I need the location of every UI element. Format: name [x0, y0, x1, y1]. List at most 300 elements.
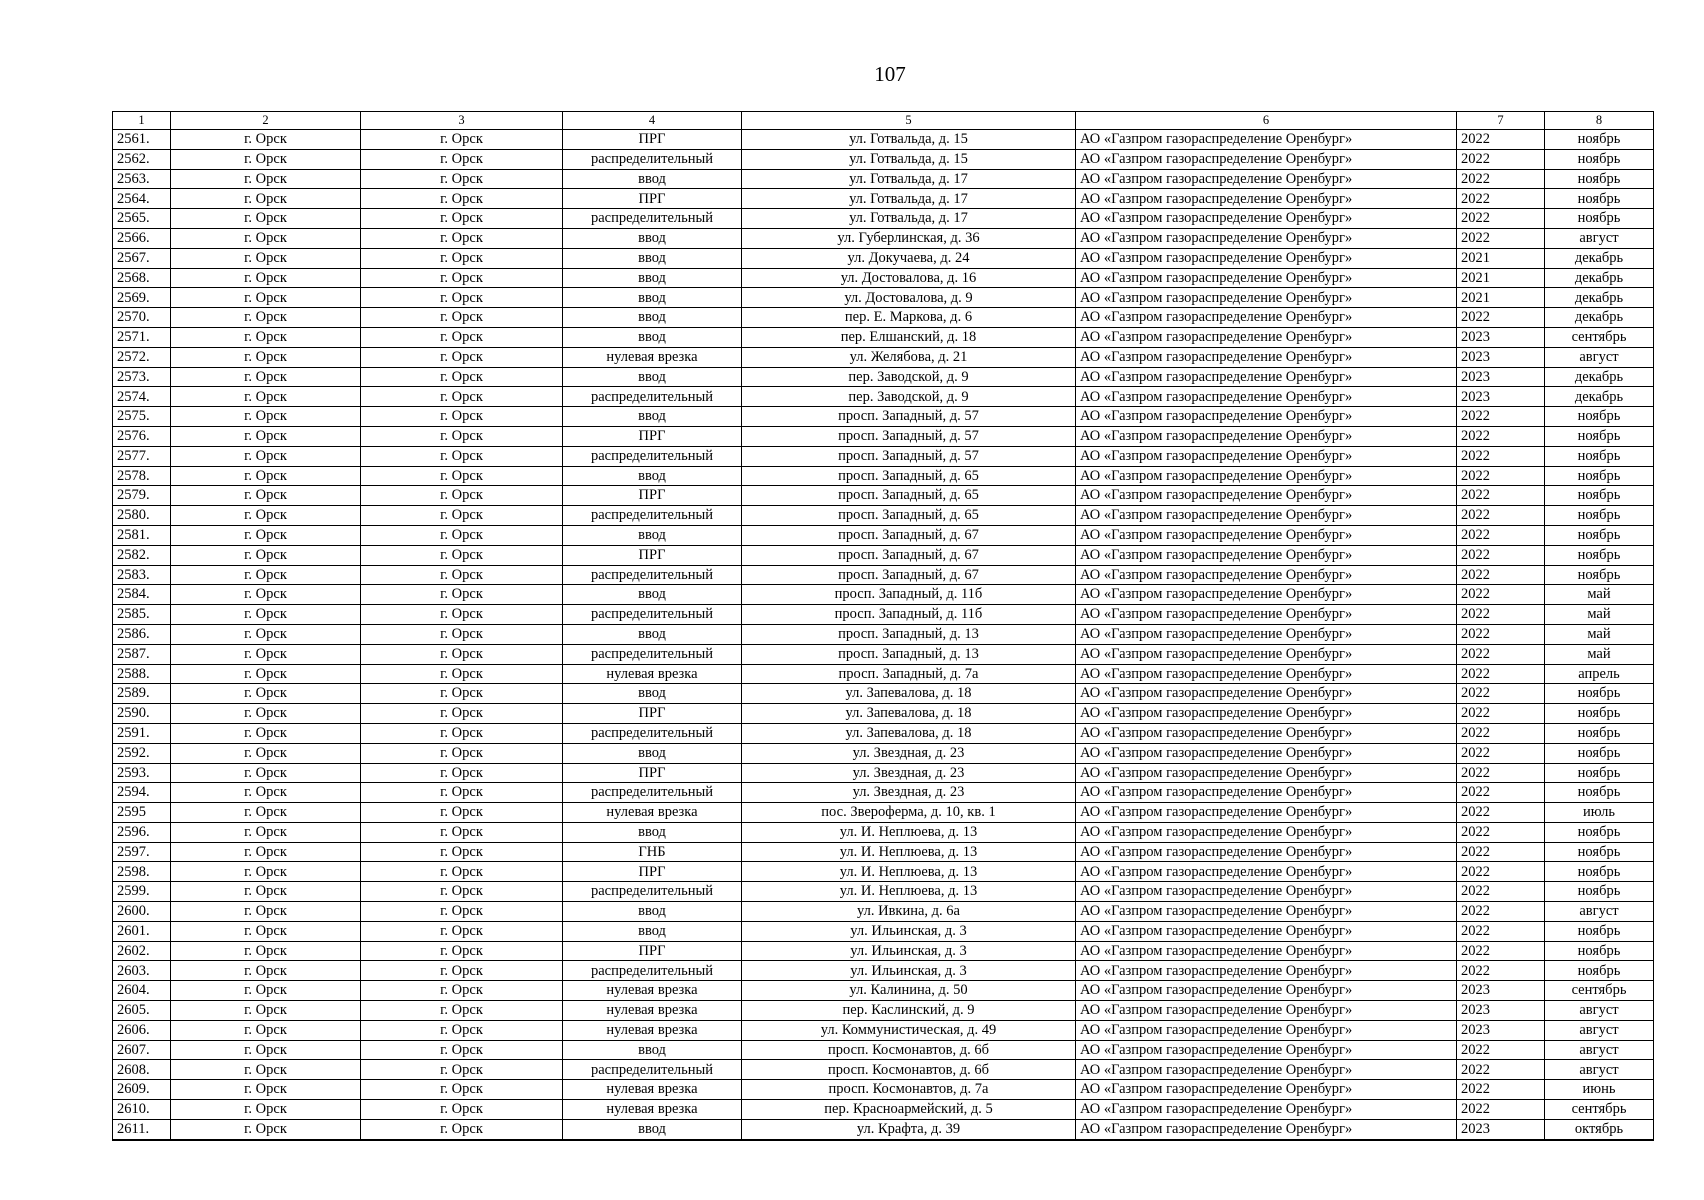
table-row	[113, 1080, 1654, 1100]
month-cell: август	[1545, 1060, 1654, 1080]
table-row	[113, 981, 1654, 1001]
settlement-cell: г. Орск	[171, 941, 361, 961]
year-cell: 2022	[1457, 822, 1545, 842]
table-row	[113, 426, 1654, 446]
address-cell: ул. Ивкина, д. 6а	[742, 902, 1076, 922]
row-number-cell: 2610.	[113, 1100, 171, 1120]
settlement-cell: г. Орск	[171, 1100, 361, 1120]
address-cell: ул. Звездная, д. 23	[742, 763, 1076, 783]
address-cell: просп. Западный, д. 57	[742, 407, 1076, 427]
table-body	[113, 112, 1654, 1140]
table-row	[113, 506, 1654, 526]
address-cell: просп. Западный, д. 57	[742, 426, 1076, 446]
locality-cell: г. Орск	[361, 704, 563, 724]
year-cell: 2022	[1457, 763, 1545, 783]
settlement-cell: г. Орск	[171, 248, 361, 268]
organization-cell: АО «Газпром газораспределение Оренбург»	[1076, 1020, 1457, 1040]
locality-cell: г. Орск	[361, 1060, 563, 1080]
year-cell: 2022	[1457, 644, 1545, 664]
month-cell: ноябрь	[1545, 486, 1654, 506]
table-row	[113, 189, 1654, 209]
settlement-cell: г. Орск	[171, 822, 361, 842]
settlement-cell: г. Орск	[171, 585, 361, 605]
object-type-cell: нулевая врезка	[563, 1080, 742, 1100]
organization-cell: АО «Газпром газораспределение Оренбург»	[1076, 981, 1457, 1001]
object-type-cell: ввод	[563, 367, 742, 387]
settlement-cell: г. Орск	[171, 704, 361, 724]
year-cell: 2022	[1457, 882, 1545, 902]
settlement-cell: г. Орск	[171, 981, 361, 1001]
address-cell: ул. Достовалова, д. 9	[742, 288, 1076, 308]
settlement-cell: г. Орск	[171, 347, 361, 367]
column-header: 4	[563, 112, 742, 130]
object-type-cell: ввод	[563, 743, 742, 763]
row-number-cell: 2595	[113, 803, 171, 823]
settlement-cell: г. Орск	[171, 763, 361, 783]
year-cell: 2022	[1457, 743, 1545, 763]
table-row	[113, 1001, 1654, 1021]
page-number: 107	[874, 62, 906, 86]
column-header: 1	[113, 112, 171, 130]
address-cell: ул. Готвальда, д. 17	[742, 189, 1076, 209]
year-cell: 2022	[1457, 941, 1545, 961]
organization-cell: АО «Газпром газораспределение Оренбург»	[1076, 803, 1457, 823]
row-number-cell: 2604.	[113, 981, 171, 1001]
organization-cell: АО «Газпром газораспределение Оренбург»	[1076, 1080, 1457, 1100]
locality-cell: г. Орск	[361, 803, 563, 823]
year-cell: 2022	[1457, 1080, 1545, 1100]
month-cell: октябрь	[1545, 1119, 1654, 1139]
table-row	[113, 367, 1654, 387]
table-row	[113, 783, 1654, 803]
object-type-cell: ввод	[563, 1040, 742, 1060]
object-type-cell: ввод	[563, 308, 742, 328]
month-cell: декабрь	[1545, 268, 1654, 288]
row-number-cell: 2599.	[113, 882, 171, 902]
row-number-cell: 2563.	[113, 169, 171, 189]
row-number-cell: 2564.	[113, 189, 171, 209]
row-number-cell: 2596.	[113, 822, 171, 842]
year-cell: 2023	[1457, 347, 1545, 367]
year-cell: 2022	[1457, 189, 1545, 209]
month-cell: ноябрь	[1545, 684, 1654, 704]
month-cell: ноябрь	[1545, 506, 1654, 526]
month-cell: май	[1545, 585, 1654, 605]
object-type-cell: ПРГ	[563, 941, 742, 961]
year-cell: 2022	[1457, 446, 1545, 466]
organization-cell: АО «Газпром газораспределение Оренбург»	[1076, 565, 1457, 585]
address-cell: просп. Западный, д. 11б	[742, 585, 1076, 605]
object-type-cell: ПРГ	[563, 545, 742, 565]
table-row	[113, 1060, 1654, 1080]
locality-cell: г. Орск	[361, 466, 563, 486]
locality-cell: г. Орск	[361, 1020, 563, 1040]
organization-cell: АО «Газпром газораспределение Оренбург»	[1076, 862, 1457, 882]
year-cell: 2022	[1457, 130, 1545, 150]
table-row	[113, 862, 1654, 882]
object-type-cell: ввод	[563, 1119, 742, 1139]
locality-cell: г. Орск	[361, 605, 563, 625]
locality-cell: г. Орск	[361, 585, 563, 605]
month-cell: май	[1545, 624, 1654, 644]
locality-cell: г. Орск	[361, 981, 563, 1001]
locality-cell: г. Орск	[361, 228, 563, 248]
column-header: 5	[742, 112, 1076, 130]
row-number-cell: 2565.	[113, 209, 171, 229]
year-cell: 2021	[1457, 268, 1545, 288]
object-type-cell: распределительный	[563, 723, 742, 743]
address-cell: ул. Губерлинская, д. 36	[742, 228, 1076, 248]
object-type-cell: распределительный	[563, 1060, 742, 1080]
object-type-cell: ввод	[563, 921, 742, 941]
locality-cell: г. Орск	[361, 407, 563, 427]
address-cell: просп. Космонавтов, д. 7а	[742, 1080, 1076, 1100]
year-cell: 2022	[1457, 525, 1545, 545]
month-cell: май	[1545, 605, 1654, 625]
object-type-cell: ПРГ	[563, 862, 742, 882]
row-number-cell: 2594.	[113, 783, 171, 803]
settlement-cell: г. Орск	[171, 1060, 361, 1080]
organization-cell: АО «Газпром газораспределение Оренбург»	[1076, 248, 1457, 268]
settlement-cell: г. Орск	[171, 327, 361, 347]
month-cell: август	[1545, 1020, 1654, 1040]
row-number-cell: 2576.	[113, 426, 171, 446]
organization-cell: АО «Газпром газораспределение Оренбург»	[1076, 1001, 1457, 1021]
month-cell: сентябрь	[1545, 981, 1654, 1001]
locality-cell: г. Орск	[361, 248, 563, 268]
address-cell: ул. Готвальда, д. 17	[742, 209, 1076, 229]
settlement-cell: г. Орск	[171, 1119, 361, 1139]
organization-cell: АО «Газпром газораспределение Оренбург»	[1076, 426, 1457, 446]
object-type-cell: ввод	[563, 268, 742, 288]
locality-cell: г. Орск	[361, 624, 563, 644]
organization-cell: АО «Газпром газораспределение Оренбург»	[1076, 545, 1457, 565]
year-cell: 2022	[1457, 1100, 1545, 1120]
locality-cell: г. Орск	[361, 961, 563, 981]
locality-cell: г. Орск	[361, 783, 563, 803]
organization-cell: АО «Газпром газораспределение Оренбург»	[1076, 921, 1457, 941]
object-type-cell: ввод	[563, 822, 742, 842]
settlement-cell: г. Орск	[171, 842, 361, 862]
settlement-cell: г. Орск	[171, 466, 361, 486]
locality-cell: г. Орск	[361, 486, 563, 506]
row-number-cell: 2609.	[113, 1080, 171, 1100]
address-cell: ул. Коммунистическая, д. 49	[742, 1020, 1076, 1040]
settlement-cell: г. Орск	[171, 1040, 361, 1060]
organization-cell: АО «Газпром газораспределение Оренбург»	[1076, 723, 1457, 743]
month-cell: декабрь	[1545, 248, 1654, 268]
settlement-cell: г. Орск	[171, 644, 361, 664]
address-cell: просп. Западный, д. 67	[742, 525, 1076, 545]
month-cell: ноябрь	[1545, 189, 1654, 209]
settlement-cell: г. Орск	[171, 228, 361, 248]
month-cell: декабрь	[1545, 288, 1654, 308]
settlement-cell: г. Орск	[171, 367, 361, 387]
settlement-cell: г. Орск	[171, 189, 361, 209]
object-type-cell: ввод	[563, 902, 742, 922]
month-cell: сентябрь	[1545, 327, 1654, 347]
year-cell: 2021	[1457, 288, 1545, 308]
locality-cell: г. Орск	[361, 1001, 563, 1021]
month-cell: ноябрь	[1545, 862, 1654, 882]
locality-cell: г. Орск	[361, 308, 563, 328]
year-cell: 2022	[1457, 862, 1545, 882]
table-row	[113, 941, 1654, 961]
address-cell: пер. Заводской, д. 9	[742, 367, 1076, 387]
table-row	[113, 961, 1654, 981]
object-type-cell: распределительный	[563, 644, 742, 664]
row-number-cell: 2597.	[113, 842, 171, 862]
row-number-cell: 2574.	[113, 387, 171, 407]
settlement-cell: г. Орск	[171, 525, 361, 545]
address-cell: просп. Космонавтов, д. 6б	[742, 1060, 1076, 1080]
month-cell: ноябрь	[1545, 783, 1654, 803]
month-cell: декабрь	[1545, 367, 1654, 387]
address-cell: просп. Западный, д. 65	[742, 466, 1076, 486]
organization-cell: АО «Газпром газораспределение Оренбург»	[1076, 763, 1457, 783]
table-row	[113, 228, 1654, 248]
organization-cell: АО «Газпром газораспределение Оренбург»	[1076, 367, 1457, 387]
month-cell: ноябрь	[1545, 209, 1654, 229]
settlement-cell: г. Орск	[171, 921, 361, 941]
locality-cell: г. Орск	[361, 763, 563, 783]
year-cell: 2023	[1457, 981, 1545, 1001]
table-row	[113, 882, 1654, 902]
table-row	[113, 347, 1654, 367]
row-number-cell: 2584.	[113, 585, 171, 605]
object-type-cell: ПРГ	[563, 763, 742, 783]
year-cell: 2022	[1457, 605, 1545, 625]
address-cell: ул. Запевалова, д. 18	[742, 704, 1076, 724]
month-cell: ноябрь	[1545, 704, 1654, 724]
month-cell: ноябрь	[1545, 822, 1654, 842]
table-row	[113, 327, 1654, 347]
row-number-cell: 2579.	[113, 486, 171, 506]
organization-cell: АО «Газпром газораспределение Оренбург»	[1076, 525, 1457, 545]
locality-cell: г. Орск	[361, 169, 563, 189]
object-type-cell: нулевая врезка	[563, 1020, 742, 1040]
organization-cell: АО «Газпром газораспределение Оренбург»	[1076, 308, 1457, 328]
table-row	[113, 466, 1654, 486]
locality-cell: г. Орск	[361, 426, 563, 446]
year-cell: 2022	[1457, 624, 1545, 644]
row-number-cell: 2568.	[113, 268, 171, 288]
organization-cell: АО «Газпром газораспределение Оренбург»	[1076, 169, 1457, 189]
row-number-cell: 2600.	[113, 902, 171, 922]
row-number-cell: 2582.	[113, 545, 171, 565]
locality-cell: г. Орск	[361, 902, 563, 922]
locality-cell: г. Орск	[361, 149, 563, 169]
organization-cell: АО «Газпром газораспределение Оренбург»	[1076, 1119, 1457, 1139]
year-cell: 2022	[1457, 723, 1545, 743]
month-cell: ноябрь	[1545, 743, 1654, 763]
organization-cell: АО «Газпром газораспределение Оренбург»	[1076, 1100, 1457, 1120]
locality-cell: г. Орск	[361, 743, 563, 763]
month-cell: ноябрь	[1545, 961, 1654, 981]
row-number-cell: 2601.	[113, 921, 171, 941]
table-row	[113, 1040, 1654, 1060]
year-cell: 2023	[1457, 1020, 1545, 1040]
organization-cell: АО «Газпром газораспределение Оренбург»	[1076, 466, 1457, 486]
column-header: 3	[361, 112, 563, 130]
month-cell: апрель	[1545, 664, 1654, 684]
address-cell: просп. Западный, д. 65	[742, 506, 1076, 526]
column-header-row	[113, 112, 1654, 130]
year-cell: 2022	[1457, 961, 1545, 981]
table-row	[113, 525, 1654, 545]
year-cell: 2022	[1457, 169, 1545, 189]
object-type-cell: ввод	[563, 585, 742, 605]
month-cell: ноябрь	[1545, 842, 1654, 862]
settlement-cell: г. Орск	[171, 149, 361, 169]
object-type-cell: ПРГ	[563, 189, 742, 209]
month-cell: август	[1545, 347, 1654, 367]
row-number-cell: 2572.	[113, 347, 171, 367]
month-cell: ноябрь	[1545, 882, 1654, 902]
settlement-cell: г. Орск	[171, 169, 361, 189]
row-number-cell: 2590.	[113, 704, 171, 724]
settlement-cell: г. Орск	[171, 308, 361, 328]
address-cell: ул. Крафта, д. 39	[742, 1119, 1076, 1139]
row-number-cell: 2589.	[113, 684, 171, 704]
settlement-cell: г. Орск	[171, 624, 361, 644]
object-type-cell: ввод	[563, 327, 742, 347]
object-type-cell: нулевая врезка	[563, 1001, 742, 1021]
table-row	[113, 664, 1654, 684]
locality-cell: г. Орск	[361, 189, 563, 209]
year-cell: 2022	[1457, 506, 1545, 526]
address-cell: просп. Западный, д. 67	[742, 565, 1076, 585]
year-cell: 2022	[1457, 228, 1545, 248]
organization-cell: АО «Газпром газораспределение Оренбург»	[1076, 407, 1457, 427]
table-row	[113, 169, 1654, 189]
organization-cell: АО «Газпром газораспределение Оренбург»	[1076, 941, 1457, 961]
table-row	[113, 268, 1654, 288]
locality-cell: г. Орск	[361, 565, 563, 585]
column-header: 2	[171, 112, 361, 130]
settlement-cell: г. Орск	[171, 882, 361, 902]
address-cell: ул. Ильинская, д. 3	[742, 921, 1076, 941]
row-number-cell: 2588.	[113, 664, 171, 684]
month-cell: ноябрь	[1545, 763, 1654, 783]
locality-cell: г. Орск	[361, 525, 563, 545]
table-row	[113, 684, 1654, 704]
locality-cell: г. Орск	[361, 684, 563, 704]
locality-cell: г. Орск	[361, 882, 563, 902]
settlement-cell: г. Орск	[171, 961, 361, 981]
row-number-cell: 2581.	[113, 525, 171, 545]
month-cell: ноябрь	[1545, 941, 1654, 961]
locality-cell: г. Орск	[361, 644, 563, 664]
object-type-cell: распределительный	[563, 149, 742, 169]
table-row	[113, 209, 1654, 229]
object-type-cell: ПРГ	[563, 486, 742, 506]
settlement-cell: г. Орск	[171, 1080, 361, 1100]
table-row	[113, 902, 1654, 922]
locality-cell: г. Орск	[361, 723, 563, 743]
row-number-cell: 2598.	[113, 862, 171, 882]
organization-cell: АО «Газпром газораспределение Оренбург»	[1076, 743, 1457, 763]
object-type-cell: ввод	[563, 525, 742, 545]
address-cell: ул. Звездная, д. 23	[742, 783, 1076, 803]
year-cell: 2022	[1457, 545, 1545, 565]
address-cell: ул. И. Неплюева, д. 13	[742, 862, 1076, 882]
locality-cell: г. Орск	[361, 347, 563, 367]
row-number-cell: 2587.	[113, 644, 171, 664]
address-cell: ул. И. Неплюева, д. 13	[742, 882, 1076, 902]
organization-cell: АО «Газпром газораспределение Оренбург»	[1076, 684, 1457, 704]
table-row	[113, 803, 1654, 823]
settlement-cell: г. Орск	[171, 426, 361, 446]
year-cell: 2022	[1457, 585, 1545, 605]
settlement-cell: г. Орск	[171, 446, 361, 466]
locality-cell: г. Орск	[361, 842, 563, 862]
settlement-cell: г. Орск	[171, 506, 361, 526]
address-cell: ул. Ильинская, д. 3	[742, 941, 1076, 961]
row-number-cell: 2585.	[113, 605, 171, 625]
settlement-cell: г. Орск	[171, 1020, 361, 1040]
table-row	[113, 644, 1654, 664]
object-type-cell: ввод	[563, 228, 742, 248]
address-cell: просп. Западный, д. 13	[742, 624, 1076, 644]
object-type-cell: ввод	[563, 407, 742, 427]
address-cell: ул. И. Неплюева, д. 13	[742, 822, 1076, 842]
locality-cell: г. Орск	[361, 209, 563, 229]
row-number-cell: 2583.	[113, 565, 171, 585]
row-number-cell: 2607.	[113, 1040, 171, 1060]
organization-cell: АО «Газпром газораспределение Оренбург»	[1076, 902, 1457, 922]
address-cell: пер. Красноармейский, д. 5	[742, 1100, 1076, 1120]
organization-cell: АО «Газпром газораспределение Оренбург»	[1076, 327, 1457, 347]
month-cell: декабрь	[1545, 308, 1654, 328]
month-cell: ноябрь	[1545, 149, 1654, 169]
table-row	[113, 842, 1654, 862]
object-type-cell: нулевая врезка	[563, 1100, 742, 1120]
row-number-cell: 2608.	[113, 1060, 171, 1080]
month-cell: ноябрь	[1545, 407, 1654, 427]
row-number-cell: 2605.	[113, 1001, 171, 1021]
row-number-cell: 2593.	[113, 763, 171, 783]
month-cell: сентябрь	[1545, 1100, 1654, 1120]
organization-cell: АО «Газпром газораспределение Оренбург»	[1076, 1060, 1457, 1080]
address-cell: ул. Готвальда, д. 15	[742, 149, 1076, 169]
object-type-cell: ввод	[563, 624, 742, 644]
row-number-cell: 2562.	[113, 149, 171, 169]
year-cell: 2023	[1457, 367, 1545, 387]
table-row	[113, 624, 1654, 644]
year-cell: 2022	[1457, 426, 1545, 446]
year-cell: 2022	[1457, 209, 1545, 229]
organization-cell: АО «Газпром газораспределение Оренбург»	[1076, 585, 1457, 605]
year-cell: 2022	[1457, 407, 1545, 427]
month-cell: май	[1545, 644, 1654, 664]
locality-cell: г. Орск	[361, 268, 563, 288]
month-cell: ноябрь	[1545, 545, 1654, 565]
address-cell: ул. Достовалова, д. 16	[742, 268, 1076, 288]
object-type-cell: распределительный	[563, 209, 742, 229]
year-cell: 2021	[1457, 248, 1545, 268]
month-cell: ноябрь	[1545, 446, 1654, 466]
organization-cell: АО «Газпром газораспределение Оренбург»	[1076, 644, 1457, 664]
object-type-cell: распределительный	[563, 605, 742, 625]
year-cell: 2022	[1457, 1060, 1545, 1080]
object-type-cell: ПРГ	[563, 704, 742, 724]
month-cell: август	[1545, 1001, 1654, 1021]
year-cell: 2023	[1457, 387, 1545, 407]
locality-cell: г. Орск	[361, 1080, 563, 1100]
table-row	[113, 723, 1654, 743]
organization-cell: АО «Газпром газораспределение Оренбург»	[1076, 1040, 1457, 1060]
